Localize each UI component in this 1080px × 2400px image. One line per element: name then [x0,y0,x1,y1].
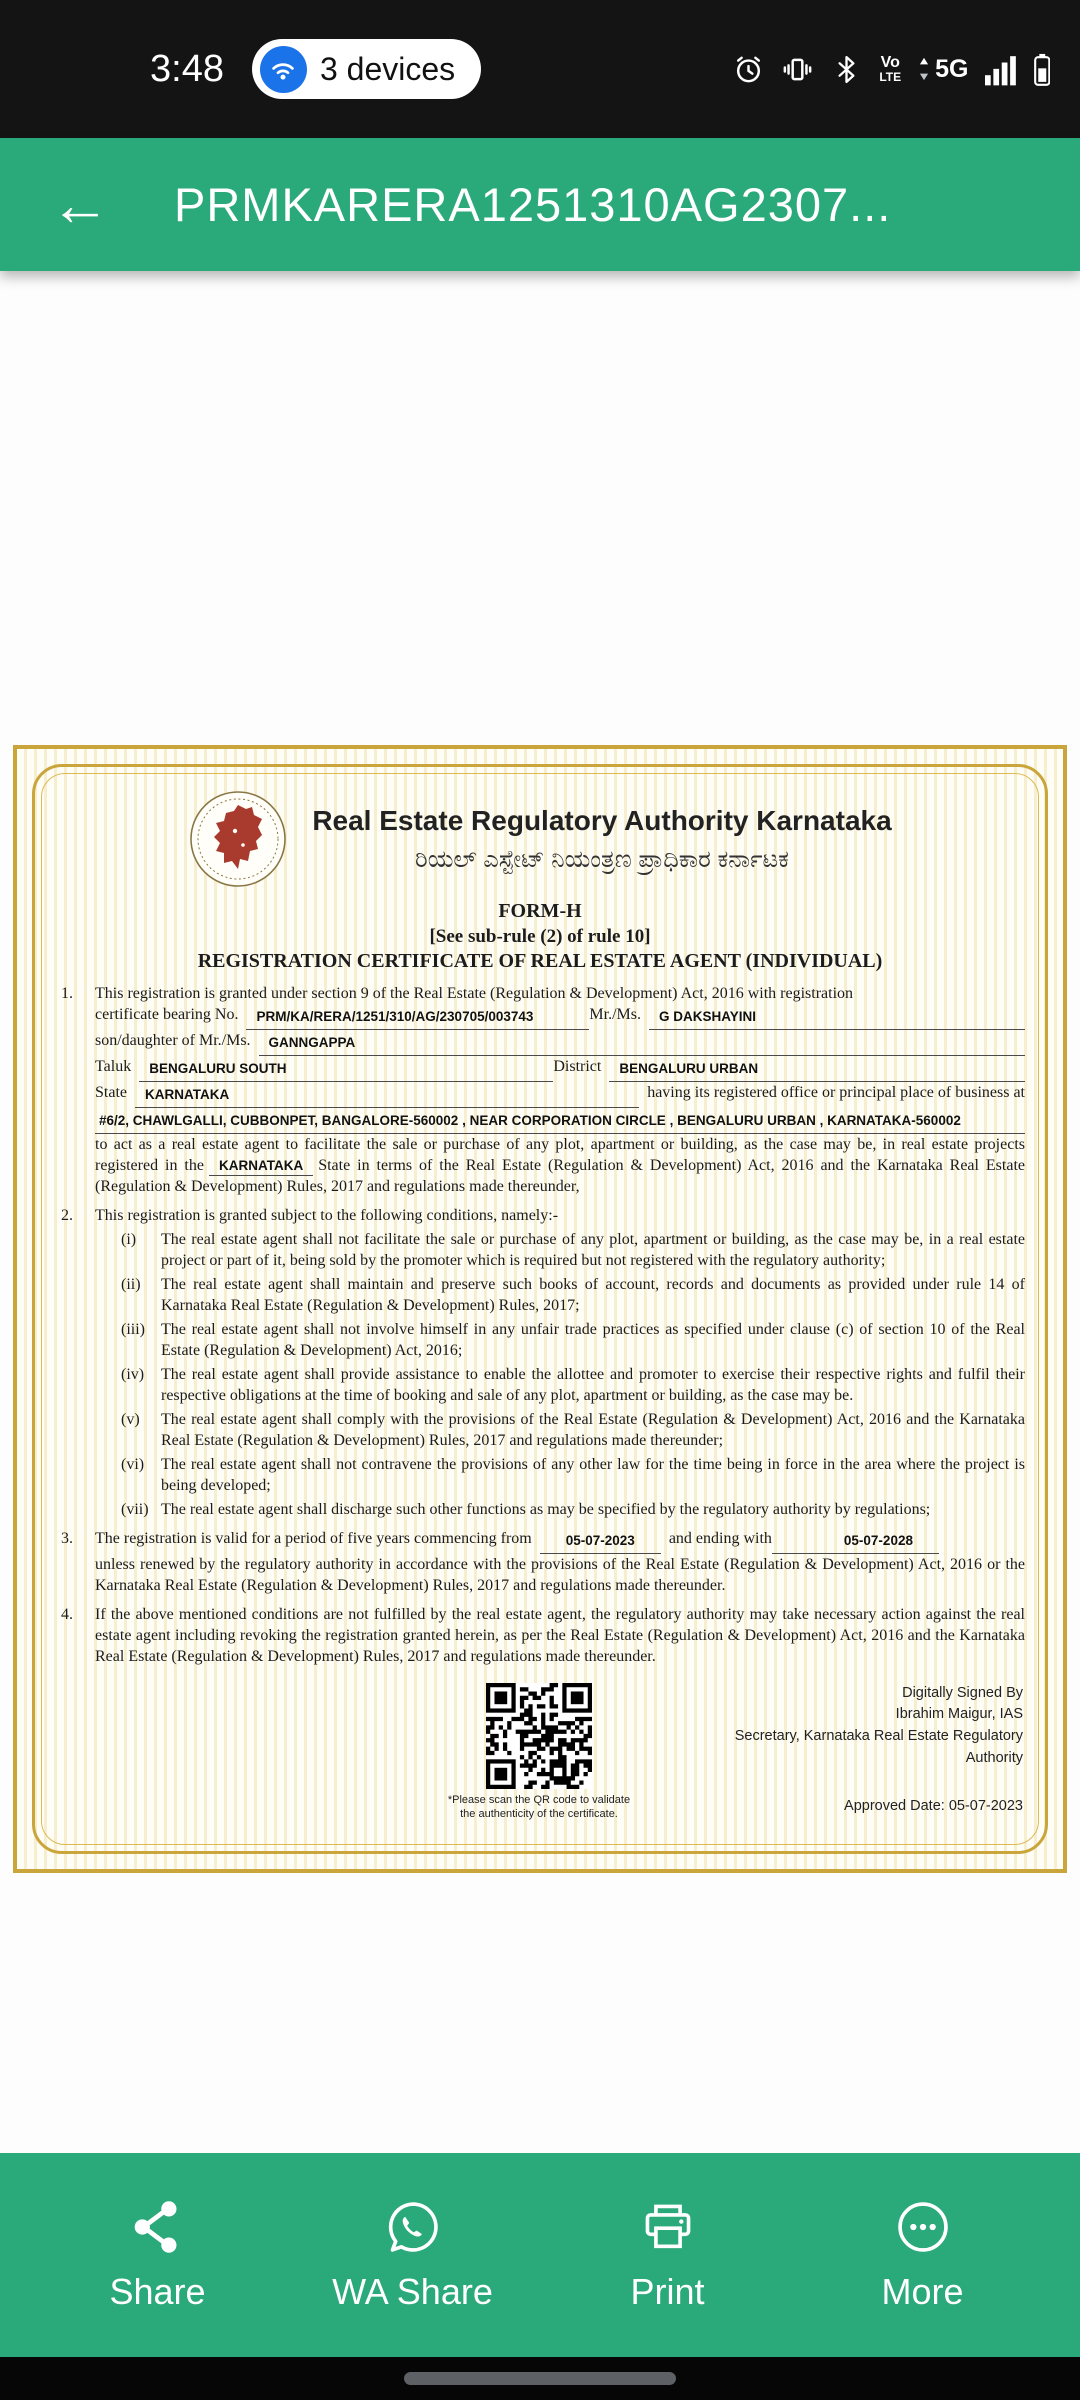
validity-text-a: The registration is valid for a period of five years commencing from [95,1529,532,1547]
form-heading-block [55,899,1025,975]
network-type-label: 5G [935,54,969,83]
action-bar [0,2153,1080,2357]
gesture-nav-bar [0,2357,1080,2400]
office-label: having its registered office or principal place of business at [647,1083,1025,1101]
clause-1 [55,983,1025,1197]
qr-caption-line1: *Please scan the QR code to validate [447,1793,631,1806]
certificate-page [13,745,1067,1873]
alarm-icon [732,53,765,86]
karnataka-rera-seal-icon [188,789,288,889]
condition-number: (i) [121,1230,137,1248]
blank-line [365,1030,1025,1056]
cert-no-value: PRM/KA/RERA/1251/310/AG/230705/003743 [246,1004,543,1030]
signed-by-label: Digitally Signed By [902,1684,1023,1701]
volte-text-bottom: LTE [879,70,902,84]
condition-number: (ii) [121,1275,141,1293]
clause-number: 3. [61,1529,73,1547]
blank-line [296,1056,553,1082]
print-label: Print [630,2270,705,2312]
conditions-intro: This registration is granted subject to the following conditions, namely:- [95,1206,559,1224]
share-label: Share [109,2270,206,2312]
whatsapp-icon [384,2198,442,2256]
valid-to-date: 05-07-2028 [818,1528,939,1554]
clause-text [95,1604,1025,1667]
app-bar [0,138,1080,271]
more-options-icon [894,2198,952,2256]
condition-number: (v) [121,1410,140,1428]
clause-text [95,983,1025,1197]
clause-number: 2. [61,1206,73,1224]
status-time: 3:48 [150,47,224,90]
document-viewer[interactable] [0,271,1080,2153]
vibrate-icon [781,53,814,86]
data-arrows-icon [917,54,931,84]
form-number: FORM-H [498,900,582,922]
taluk-value: BENGALURU SOUTH [139,1056,296,1082]
blank-line [766,1004,1025,1030]
gesture-handle[interactable] [404,2372,676,2385]
certificate-header [55,789,1025,889]
condition-text: The real estate agent shall comply with the provisions of the Real Estate (Regulation & Development) Act, 2016 and the Karnataka Real Estate (Regulation & Development) Rules, 2017 and regulations made thereunder; [161,1410,1025,1449]
more-button[interactable] [795,2153,1050,2357]
condition-item [95,1454,1025,1496]
clause1-text-a: to act as a real estate agent to facilitate the sale or purchase of any plot, apartment or building, as the case may be, in real estate projects registered in the [95,1135,1025,1174]
parent-name-value: GANNGAPPA [259,1030,366,1056]
condition-item [95,1499,1025,1520]
condition-text: The real estate agent shall maintain and preserve such books of account, records and documents as provided under rule 14 of Karnataka Real Estate (Regulation & Development) Rules, 2017; [161,1275,1025,1314]
district-value: BENGALURU URBAN [609,1056,768,1082]
share-icon [129,2198,187,2256]
approved-date: Approved Date: 05-07-2023 [844,1797,1023,1814]
battery-icon [1034,53,1051,86]
validity-text-b: and ending with [668,1529,772,1547]
more-label: More [881,2270,964,2312]
valid-from-date: 05-07-2023 [540,1528,661,1554]
condition-number: (iii) [121,1320,145,1338]
sub-rule-reference: [See sub-rule (2) of rule 10] [429,925,651,947]
state-label: State [95,1083,127,1101]
network-5g-icon [917,54,968,84]
qr-block [389,1683,689,1822]
printer-icon [639,2198,697,2256]
certificate-border [32,764,1048,1854]
print-button[interactable] [540,2153,795,2357]
volte-icon [879,55,901,83]
signatory-designation: Secretary, Karnataka Real Estate Regulatory Authority [734,1728,1023,1766]
cert-no-label: certificate bearing No. [95,1005,239,1023]
condition-number: (iv) [121,1365,145,1383]
status-bar [0,0,1080,138]
blank-line [543,1004,589,1030]
clause-2 [55,1205,1025,1520]
state-value: KARNATAKA [135,1082,239,1108]
back-button[interactable]: ← [50,170,110,238]
condition-text: The real estate agent shall not contravene the provisions of any other law for the time being in force in the area where the project is being developed; [161,1455,1025,1494]
clause-number: 4. [61,1605,73,1623]
validity-text-c: unless renewed by the regulatory authority in accordance with the provisions of the Real Estate (Regulation & Development) Act, 2016 or the Karnataka Real Estate (Regulation & Development) Rules, 2017 and regulations made thereunder. [95,1555,1025,1594]
name-label: Mr./Ms. [589,1005,641,1023]
condition-item [95,1409,1025,1451]
registered-state-value: KARNATAKA [209,1156,313,1176]
condition-item [95,1274,1025,1316]
district-label: District [553,1057,602,1075]
clause-text [95,1528,1025,1596]
volte-text-top: Vo [880,54,900,71]
wifi-hotspot-icon [260,46,307,93]
devices-pill-label: 3 devices [319,50,456,87]
condition-number: (vi) [121,1455,145,1473]
condition-text: The real estate agent shall discharge such other functions as may be specified by the regulatory authority by regulations; [161,1500,931,1518]
condition-text: The real estate agent shall not facilitate the sale or purchase of any plot, apartment or building, as the case may be, in a real estate project or part of it, being sold by the promoter which is required but not registered with the regulatory authority; [161,1230,1025,1269]
certificate-title: REGISTRATION CERTIFICATE OF REAL ESTATE AGENT (INDIVIDUAL) [197,949,883,972]
condition-text: The real estate agent shall not involve himself in any unfair trade practices as specified under clause (c) of section 10 of the Real Estate (Regulation & Development) Act, 2016; [161,1320,1025,1359]
taluk-label: Taluk [95,1057,132,1075]
blank-line [772,1528,818,1554]
clause-3 [55,1528,1025,1596]
signature-section [55,1683,1025,1822]
authority-name-kn: ರಿಯಲ್ ಎಸ್ಟೇಟ್ ನಿಯಂತ್ರಣ ಪ್ರಾಧಿಕಾರ ಕರ್ನಾಟಕ [415,845,789,873]
authority-name-en: Real Estate Regulatory Authority Karnataka [312,804,892,836]
clause1-text-b: State in terms of the Real Estate (Regulation & Development) Act, 2016 and the Karnataka Real Estate (Regulation & Development) Rules, 2017 and regulations made thereunder, [95,1156,1025,1195]
condition-text: The real estate agent shall provide assistance to enable the allottee and promoter to exercise their respective rights and fulfil their respective obligations at the time of booking and sale of any plot, apartment or building, as the case may be. [161,1365,1025,1404]
bluetooth-icon [830,53,863,86]
clause1-line1: This registration is granted under section 9 of the Real Estate (Regulation & Development) Act, 2016 with registration [95,984,854,1002]
certificate-body [55,983,1025,1822]
clause-text [95,1205,1025,1520]
wa-share-button[interactable] [285,2153,540,2357]
parent-label: son/daughter of Mr./Ms. [95,1031,251,1049]
agent-name-value: G DAKSHAYINI [649,1004,766,1030]
certificate-titles [312,805,891,874]
status-icons-cluster [732,53,1050,86]
clause4-text: If the above mentioned conditions are not fulfilled by the real estate agent, the regulatory authority may take necessary action against the real estate agent including revoking the registration granted herein, as per the Real Estate (Regulation & Development) Act, 2016 and the Karnataka Real Estate (Regulation & Development) Rules, 2017 and regulations made thereunder. [95,1605,1025,1665]
qr-caption-line2: the authenticity of the certificate. [460,1807,618,1820]
blank-line [768,1056,1025,1082]
condition-number: (vii) [121,1500,149,1518]
hotspot-devices-pill[interactable] [252,39,481,99]
signatory-name: Ibrahim Maigur, IAS [895,1706,1023,1723]
qr-code [486,1683,592,1789]
condition-item [95,1319,1025,1361]
condition-item [95,1364,1025,1406]
clause-number: 1. [61,984,73,1002]
qr-caption [448,1793,630,1822]
clause-4 [55,1604,1025,1667]
signal-bars-icon [985,53,1018,86]
wa-share-label: WA Share [332,2270,493,2312]
page-title: PRMKARERA1251310AG2307... [174,178,892,231]
share-button[interactable] [30,2153,285,2357]
digital-signature-block [689,1683,1025,1818]
condition-item [95,1229,1025,1271]
office-address-value: #6/2, CHAWLGALLI, CUBBONPET, BANGALORE-560002 , NEAR CORPORATION CIRCLE , BENGALURU URBAN , KARNATAKA-560002 [95,1108,1025,1134]
blank-line [239,1082,639,1108]
